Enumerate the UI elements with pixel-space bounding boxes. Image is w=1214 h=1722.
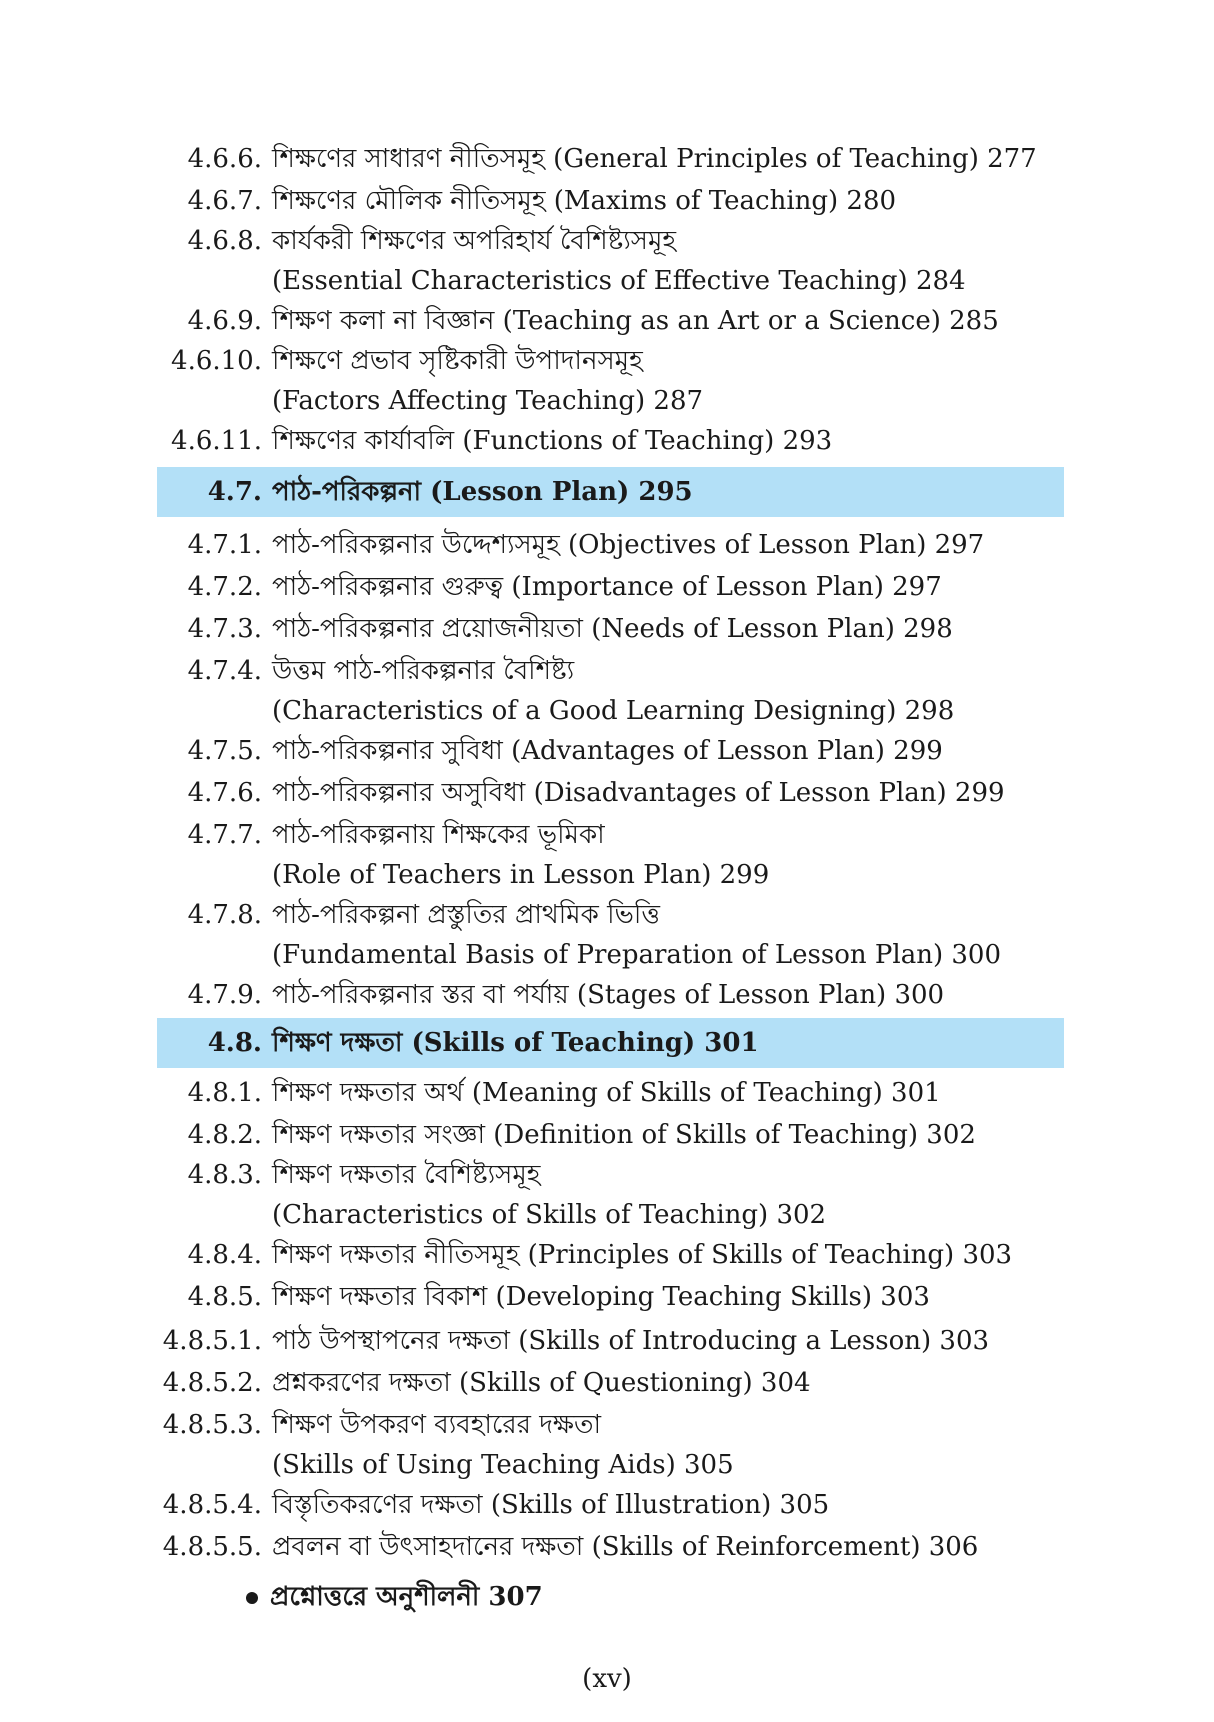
entry-number: 4.8.5.2.	[162, 1368, 262, 1398]
entry-title: শিক্ষণ দক্ষতার নীতিসমূহ (Principles of Skills of Teaching) 303	[272, 1240, 1013, 1270]
page-number: (xv)	[582, 1664, 632, 1694]
entry-title: প্রশ্নকরণের দক্ষতা (Skills of Questioning) 304	[272, 1368, 811, 1398]
toc-exercise	[246, 1578, 543, 1616]
entry-title: শিক্ষণে প্রভাব সৃষ্টিকারী উপাদানসমূহ	[272, 346, 643, 376]
entry-title: শিক্ষণ দক্ষতার বৈশিষ্ট্যসমূহ	[272, 1160, 541, 1190]
entry-number: 4.7.5.	[187, 736, 262, 766]
entry-number: 4.7.9.	[187, 980, 262, 1010]
entry-title: পাঠ-পরিকল্পনার গুরুত্ব (Importance of Lesson Plan) 297	[272, 572, 942, 602]
entry-number: 4.7.6.	[187, 778, 262, 808]
entry-title: শিক্ষণের কার্যাবলি (Functions of Teaching) 293	[272, 426, 833, 456]
entry-number: 4.7.1.	[187, 530, 262, 560]
entry-number: 4.6.6.	[187, 144, 262, 174]
entry-number: 4.6.7.	[187, 186, 262, 216]
entry-number: 4.7.3.	[187, 614, 262, 644]
section-title: শিক্ষণ দক্ষতা (Skills of Teaching) 301	[272, 1028, 759, 1058]
entry-number: 4.8.2.	[187, 1120, 262, 1150]
entry-title: পাঠ-পরিকল্পনা প্রস্তুতির প্রাথমিক ভিত্তি	[272, 900, 660, 930]
entry-number: 4.8.4.	[187, 1240, 262, 1270]
entry-title: শিক্ষণের মৌলিক নীতিসমূহ (Maxims of Teaching) 280	[272, 186, 897, 216]
entry-title: কার্যকরী শিক্ষণের অপরিহার্য বৈশিষ্ট্যসমূহ	[272, 226, 677, 256]
entry-title-continued: (Fundamental Basis of Preparation of Lesson Plan) 300	[272, 940, 1001, 970]
entry-number: 4.7.4.	[187, 656, 262, 686]
entry-title: উত্তম পাঠ-পরিকল্পনার বৈশিষ্ট্য	[272, 656, 575, 686]
entry-title: পাঠ-পরিকল্পনার সুবিধা (Advantages of Lesson Plan) 299	[272, 736, 943, 766]
entry-title: শিক্ষণ দক্ষতার সংজ্ঞা (Definition of Skills of Teaching) 302	[272, 1120, 976, 1150]
entry-title: শিক্ষণ দক্ষতার বিকাশ (Developing Teaching Skills) 303	[272, 1282, 930, 1312]
section-number: 4.8.	[207, 1028, 262, 1058]
entry-number: 4.8.3.	[187, 1160, 262, 1190]
entry-title: শিক্ষণ দক্ষতার অর্থ (Meaning of Skills of Teaching) 301	[272, 1078, 941, 1108]
entry-number: 4.8.5.5.	[162, 1532, 262, 1562]
entry-title-continued: (Characteristics of a Good Learning Designing) 298	[272, 696, 955, 726]
entry-title-continued: (Role of Teachers in Lesson Plan) 299	[272, 860, 770, 890]
entry-number: 4.6.9.	[187, 306, 262, 336]
entry-number: 4.8.5.4.	[162, 1490, 262, 1520]
entry-title: পাঠ উপস্থাপনের দক্ষতা (Skills of Introducing a Lesson) 303	[272, 1326, 990, 1356]
entry-title: পাঠ-পরিকল্পনার স্তর বা পর্যায় (Stages of Lesson Plan) 300	[272, 980, 945, 1010]
entry-title: পাঠ-পরিকল্পনার প্রয়োজনীয়তা (Needs of Lesson Plan) 298	[272, 614, 953, 644]
entry-title-continued: (Essential Characteristics of Effective Teaching) 284	[272, 266, 966, 296]
entry-title: শিক্ষণের সাধারণ নীতিসমূহ (General Principles of Teaching) 277	[272, 144, 1037, 174]
entry-title-continued: (Characteristics of Skills of Teaching) 302	[272, 1200, 827, 1230]
entry-title: বিস্তৃতিকরণের দক্ষতা (Skills of Illustration) 305	[272, 1490, 830, 1520]
bullet-icon	[246, 1592, 258, 1604]
entry-number: 4.7.7.	[187, 820, 262, 850]
entry-number: 4.7.8.	[187, 900, 262, 930]
exercise-title: প্রশ্নোত্তরে অনুশীলনী 307	[270, 1582, 543, 1612]
entry-title: পাঠ-পরিকল্পনার উদ্দেশ্যসমূহ (Objectives of Lesson Plan) 297	[272, 530, 985, 560]
entry-number: 4.6.11.	[171, 426, 262, 456]
entry-title-continued: (Factors Affecting Teaching) 287	[272, 386, 704, 416]
entry-title: প্রবলন বা উৎসাহদানের দক্ষতা (Skills of Reinforcement) 306	[272, 1532, 979, 1562]
entry-number: 4.6.8.	[187, 226, 262, 256]
section-title: পাঠ-পরিকল্পনা (Lesson Plan) 295	[272, 477, 693, 507]
section-number: 4.7.	[207, 477, 262, 507]
entry-title: শিক্ষণ কলা না বিজ্ঞান (Teaching as an Art or a Science) 285	[272, 306, 999, 336]
entry-number: 4.8.1.	[187, 1078, 262, 1108]
entry-number: 4.7.2.	[187, 572, 262, 602]
entry-number: 4.8.5.1.	[162, 1326, 262, 1356]
entry-number: 4.8.5.	[187, 1282, 262, 1312]
entry-title-continued: (Skills of Using Teaching Aids) 305	[272, 1450, 734, 1480]
entry-title: পাঠ-পরিকল্পনায় শিক্ষকের ভূমিকা	[272, 820, 605, 850]
entry-title: শিক্ষণ উপকরণ ব্যবহারের দক্ষতা	[272, 1410, 602, 1440]
entry-number: 4.8.5.3.	[162, 1410, 262, 1440]
entry-title: পাঠ-পরিকল্পনার অসুবিধা (Disadvantages of Lesson Plan) 299	[272, 778, 1005, 808]
entry-number: 4.6.10.	[171, 346, 262, 376]
